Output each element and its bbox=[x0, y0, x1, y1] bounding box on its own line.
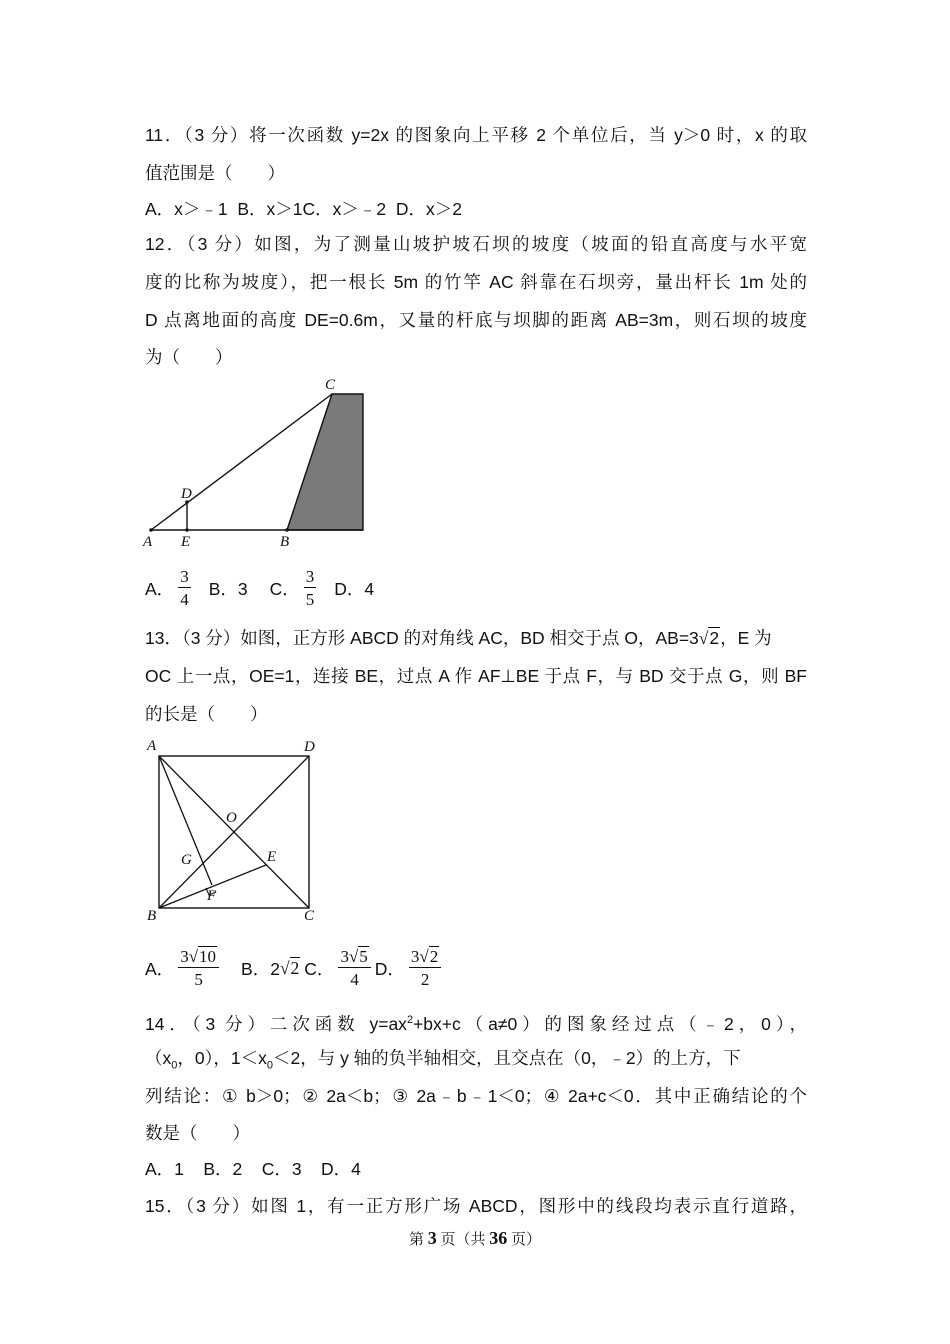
label-c: C bbox=[325, 377, 336, 393]
footer-middle: 页（共 bbox=[436, 1232, 490, 1248]
q13-option-b-label: B．2 bbox=[241, 958, 280, 979]
q13-option-a-numerator bbox=[178, 947, 219, 968]
page-footer bbox=[0, 1228, 950, 1249]
q12-option-a-fraction bbox=[178, 567, 191, 609]
point-e bbox=[185, 528, 189, 532]
q13-sqrt-sign: √ bbox=[698, 628, 709, 648]
q13-line1-radicand: 2 bbox=[709, 628, 720, 648]
q13-option-d-denominator: 2 bbox=[420, 970, 430, 989]
q14-line4: 数是（ ） bbox=[145, 1123, 250, 1143]
q13-option-b-radicand: 2 bbox=[290, 958, 300, 978]
q14-line1-a: 14．（3 分）二次函数 y=ax bbox=[145, 1013, 407, 1034]
label-b: B bbox=[147, 908, 157, 924]
q13-options bbox=[145, 947, 445, 989]
q14-line2-subscript-2: 0 bbox=[266, 1059, 273, 1072]
q13-option-c-denominator: 4 bbox=[350, 970, 359, 989]
q12-option-c-label: C． bbox=[269, 578, 300, 599]
sqrt-sign: √ bbox=[279, 957, 290, 978]
q14-line2-c: ＜2，与 y 轴的负半轴相交，且交点在（0，﹣2）的上方，下 bbox=[272, 1048, 741, 1068]
sqrt-sign: √ bbox=[419, 947, 429, 966]
label-o: O bbox=[226, 810, 237, 826]
q12-option-a-numerator: 3 bbox=[180, 567, 189, 586]
q13-option-a-radicand: 10 bbox=[199, 947, 217, 966]
footer-page-number: 3 bbox=[427, 1228, 437, 1248]
q12-line4: 为（ ） bbox=[145, 347, 233, 367]
q13-line1-pre: 13．（3 分）如图，正方形 ABCD 的对角线 AC，BD 相交于点 O，AB=3 bbox=[145, 628, 699, 648]
q13-option-d-radicand: 2 bbox=[429, 947, 439, 966]
q13-option-a-denominator: 5 bbox=[194, 970, 203, 989]
q12-option-c-fraction bbox=[304, 567, 317, 609]
label-d: D bbox=[304, 739, 315, 755]
q12-line1: 12．（3 分）如图，为了测量山坡护坡石坝的坡度（坡面的铅直高度与水平宽 bbox=[145, 234, 807, 254]
q12-option-b: B．3 bbox=[208, 578, 248, 599]
q12-option-c-numerator: 3 bbox=[305, 567, 315, 586]
q15-line1: 15．（3 分）如图 1，有一正方形广场 ABCD，图形中的线段均表示直行道路， bbox=[145, 1196, 807, 1216]
q12-option-d: D．4 bbox=[334, 578, 375, 599]
point-b bbox=[285, 528, 289, 532]
q14-line2-b: ，0），1＜x bbox=[177, 1048, 267, 1068]
label-a: A bbox=[143, 534, 153, 550]
q13-line1-post: ，E 为 bbox=[720, 628, 772, 648]
q13-option-c-radicand: 5 bbox=[359, 947, 368, 966]
q14-options: A．1 B．2 C．3 D．4 bbox=[145, 1159, 361, 1179]
q11-options: A．x＞﹣1 B．x＞1C．x＞﹣2 D．x＞2 bbox=[145, 199, 462, 219]
q14-line1-superscript: 2 bbox=[406, 1014, 414, 1026]
q14-line3: 列结论：① b＞0；② 2a＜b；③ 2a﹣b﹣1＜0；④ 2a+c＜0．其中正确结论的个 bbox=[145, 1086, 807, 1106]
q13-option-a-fraction bbox=[178, 947, 219, 989]
q13-option-d-label: D． bbox=[374, 958, 405, 979]
q13-option-d-numerator bbox=[409, 947, 441, 968]
label-e: E bbox=[267, 849, 277, 865]
q12-line2: 度的比称为坡度），把一根长 5m 的竹竿 AC 斜靠在石坝旁，量出杆长 1m 处的 bbox=[145, 272, 807, 292]
q13-option-c-numerator bbox=[338, 947, 370, 968]
q13-option-a-coef: 3 bbox=[180, 947, 189, 966]
label-f: F bbox=[207, 888, 217, 904]
q11-line2: 值范围是（ ） bbox=[145, 163, 285, 183]
square-abcd-figure bbox=[140, 732, 330, 927]
q12-options bbox=[145, 567, 374, 609]
label-d: D bbox=[181, 486, 192, 502]
q14-line2 bbox=[145, 1048, 741, 1076]
label-e: E bbox=[181, 534, 191, 550]
sqrt-sign: √ bbox=[188, 947, 199, 966]
sqrt-sign: √ bbox=[348, 947, 359, 966]
q14-line1 bbox=[145, 1010, 807, 1034]
label-b: B bbox=[280, 534, 290, 550]
q13-option-d-coef: 3 bbox=[410, 947, 420, 966]
q13-option-c-label: C． bbox=[304, 958, 335, 979]
q13-option-c-fraction bbox=[338, 947, 370, 989]
label-a: A bbox=[147, 738, 157, 754]
footer-total-pages: 36 bbox=[489, 1228, 508, 1248]
q14-line1-b: +bx+c（a≠0）的图象经过点（﹣2，0）， bbox=[413, 1013, 808, 1034]
footer-suffix: 页） bbox=[507, 1232, 542, 1248]
stone-dam-shape bbox=[287, 394, 363, 530]
q14-line2-a: （x bbox=[145, 1048, 172, 1068]
q11-line1: 11．（3 分）将一次函数 y=2x 的图象向上平移 2 个单位后，当 y＞0 时，x 的取 bbox=[145, 125, 807, 145]
q14-line2-subscript-1: 0 bbox=[171, 1059, 178, 1072]
q13-option-a-label: A． bbox=[145, 958, 175, 979]
q13-line3: 的长是（ ） bbox=[145, 704, 268, 724]
q13-line1 bbox=[145, 628, 772, 648]
q12-option-c-denominator: 5 bbox=[305, 590, 315, 609]
footer-prefix: 第 bbox=[408, 1232, 428, 1248]
q13-option-c-coef: 3 bbox=[340, 947, 349, 966]
q12-option-a-label: A． bbox=[145, 578, 175, 599]
q12-line3: D 点离地面的高度 DE=0.6m，又量的杆底与坝脚的距离 AB=3m，则石坝的坡度 bbox=[145, 310, 807, 330]
point-a bbox=[149, 528, 153, 532]
label-c: C bbox=[304, 908, 315, 924]
label-g: G bbox=[181, 852, 192, 868]
q12-option-a-denominator: 4 bbox=[180, 590, 189, 609]
q13-option-d-fraction bbox=[409, 947, 441, 989]
dam-slope-figure bbox=[140, 372, 375, 552]
q13-line2: OC 上一点，OE=1，连接 BE，过点 A 作 AF⊥BE 于点 F，与 BD 交于点 G，则 BF bbox=[145, 666, 807, 686]
